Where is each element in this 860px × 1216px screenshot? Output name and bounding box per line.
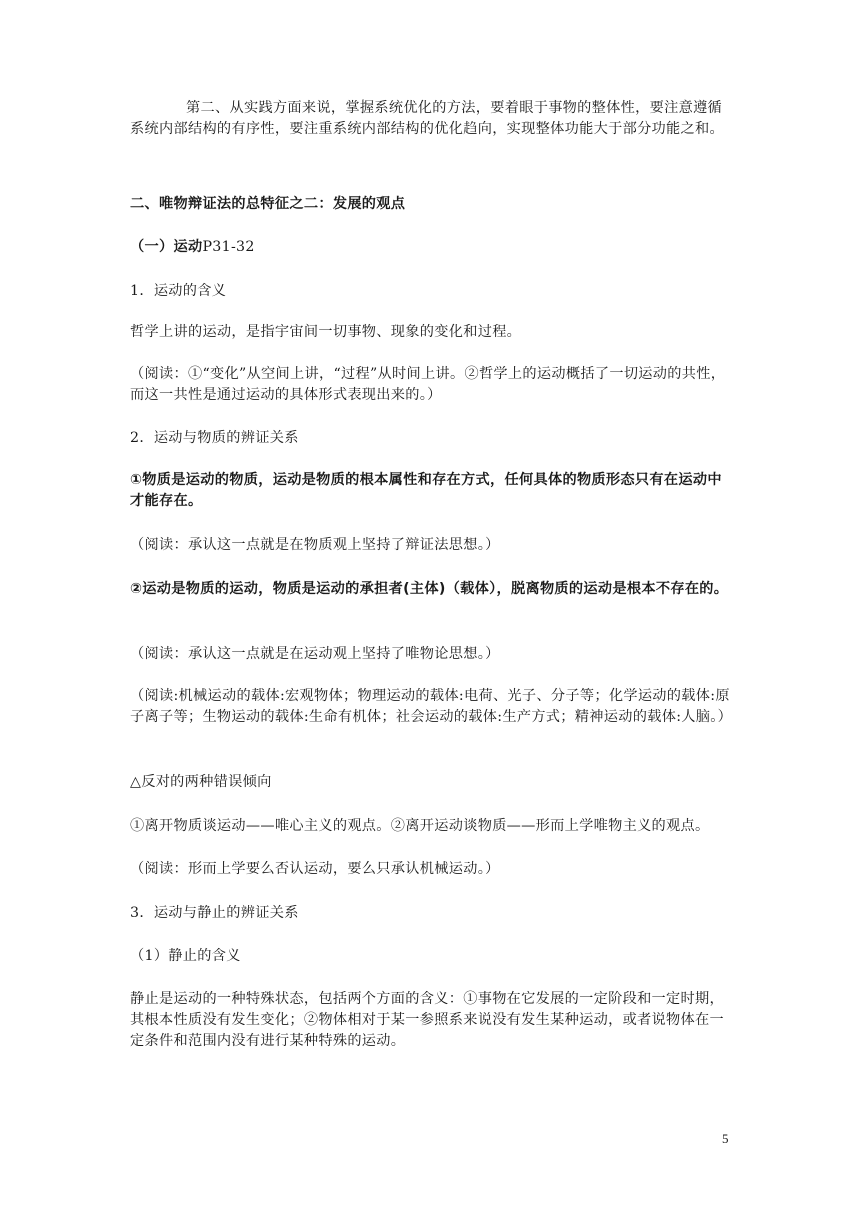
reading-note-3: （阅读：承认这一点就是在运动观上坚持了唯物论思想。）: [130, 646, 500, 662]
bold-point-2: ②运动是物质的运动，物质是运动的承担者(主体)（载体），脱离物质的运动是根本不存在的。: [130, 581, 729, 597]
subsection-heading: [130, 237, 730, 258]
subitem-heading: （1）静止的含义: [130, 948, 241, 964]
reading-note-4: （阅读:机械运动的载体:宏观物体；物理运动的载体:电荷、光子、分子等；化学运动的载体:原子离子等；生物运动的载体:生命有机体；社会运动的载体:生产方式；精神运动的载体:人脑。）: [130, 688, 733, 725]
reading-note-5: （阅读：形而上学要么否认运动，要么只承认机械运动。）: [130, 861, 500, 877]
item-heading-1: 1．运动的含义: [130, 283, 227, 299]
bold-point-1: ①物质是运动的物质，运动是物质的根本属性和存在方式，任何具体的物质形态只有在运动中才能存在。: [130, 472, 722, 509]
reading-note-1: （阅读：①“变化”从空间上讲，“过程”从时间上讲。②哲学上的运动概括了一切运动的共性，而这一共性是通过运动的具体形式表现出来的。）: [130, 366, 726, 403]
opposition-heading: △反对的两种错误倾向: [130, 774, 272, 790]
item-heading-3: 3．运动与静止的辨证关系: [130, 905, 299, 921]
page-number: 5: [722, 1131, 729, 1146]
page-reference: P31-32: [202, 239, 255, 255]
paragraph-stillness: 静止是运动的一种特殊状态，包括两个方面的含义：①事物在它发展的一定阶段和一定时期，其根本性质没有发生变化；②物体相对于某一参照系来说没有发生某种运动，或者说物体在一定条件和范围内没有进行某种特殊的运动。: [130, 991, 724, 1049]
section-heading: 二、唯物辩证法的总特征之二：发展的观点: [130, 196, 406, 212]
paragraph-definition: 哲学上讲的运动，是指宇宙间一切事物、现象的变化和过程。: [130, 324, 522, 340]
reading-note-2: （阅读：承认这一点就是在物质观上坚持了辩证法思想。）: [130, 537, 500, 553]
paragraph-practice: 第二、从实践方面来说，掌握系统优化的方法，要着眼于事物的整体性，要注意遵循系统内部结构的有序性，要注重系统内部结构的优化趋向，实现整体功能大于部分功能之和。: [130, 100, 724, 137]
item-heading-2: 2．运动与物质的辨证关系: [130, 430, 299, 446]
two-errors: ①离开物质谈运动——唯心主义的观点。②离开运动谈物质——形而上学唯物主义的观点。: [130, 818, 710, 834]
subsection-title: （一）运动: [130, 239, 203, 255]
